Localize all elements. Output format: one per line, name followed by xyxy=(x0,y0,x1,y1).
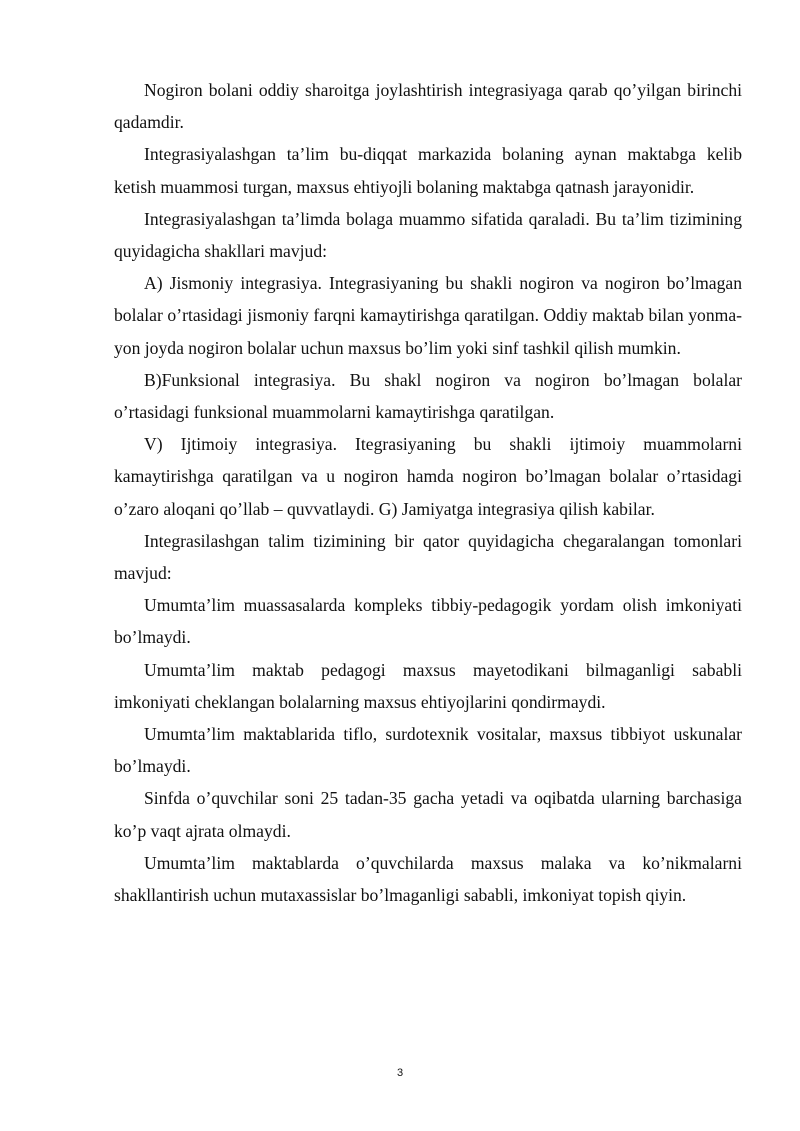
paragraph: A) Jismoniy integrasiya. Integrasiyaning bu shakli nogiron va nogiron bo’lmagan bolalar o’rtasidagi jismoniy farqni kamaytirishga qaratilgan. Oddiy maktab bilan yonma-yon joyda nogiron bolalar uchun maxsus bo’lim yoki sinf tashkil qilish mumkin. xyxy=(114,273,742,358)
paragraph: Integrasiyalashgan ta’lim bu-diqqat markazida bolaning aynan maktabga kelib ketish muammosi turgan, maxsus ehtiyojli bolaning maktabga qatnash jarayonidir. xyxy=(114,144,742,197)
paragraph: Umumta’lim maktablarda o’quvchilarda maxsus malaka va ko’nikmalarni shakllantirish uchun mutaxassislar bo’lmaganligi sababli, imkoniyat topish qiyin. xyxy=(114,852,742,906)
paragraph: V) Ijtimoiy integrasiya. Itegrasiyaning bu shakli ijtimoiy muammolarni kamaytirishga qaratilgan va u nogiron hamda nogiron bo’lmagan bolalar o’rtasidagi o’zaro aloqani qo’llab – quvvatlaydi. G) Jamiyatga integrasiya qilish kabilar. xyxy=(114,434,742,519)
paragraph: Umumta’lim muassasalarda kompleks tibbiy-pedagogik yordam olish imkoniyati bo’lmaydi. xyxy=(114,595,742,648)
paragraph: Integrasiyalashgan ta’limda bolaga muammo sifatida qaraladi. Bu ta’lim tizimining quyidagicha shakllari mavjud: xyxy=(114,208,742,262)
paragraph: Umumta’lim maktablarida tiflo, surdotexnik vositalar, maxsus tibbiyot uskunalar bo’lmaydi. xyxy=(114,724,742,777)
paragraph: Umumta’lim maktab pedagogi maxsus mayetodikani bilmaganligi sababli imkoniyati cheklangan bolalarning maxsus ehtiyojlarini qondirmaydi. xyxy=(114,659,742,712)
paragraph: Integrasilashgan talim tizimining bir qator quyidagicha chegaralangan tomonlari mavjud: xyxy=(114,530,742,584)
paragraph: Nogiron bolani oddiy sharoitga joylashtirish integrasiyaga qarab qo’yilgan birinchi qadamdir. xyxy=(114,80,742,133)
paragraph: B)Funksional integrasiya. Bu shakl nogiron va nogiron bo’lmagan bolalar o’rtasidagi funksional muammolarni kamaytirishga qaratilgan. xyxy=(114,369,742,423)
page-number: 3 xyxy=(396,1067,404,1079)
paragraph: Sinfda o’quvchilar soni 25 tadan-35 gacha yetadi va oqibatda ularning barchasiga ko’p vaqt ajrata olmaydi. xyxy=(114,788,742,841)
document-body xyxy=(114,74,742,911)
